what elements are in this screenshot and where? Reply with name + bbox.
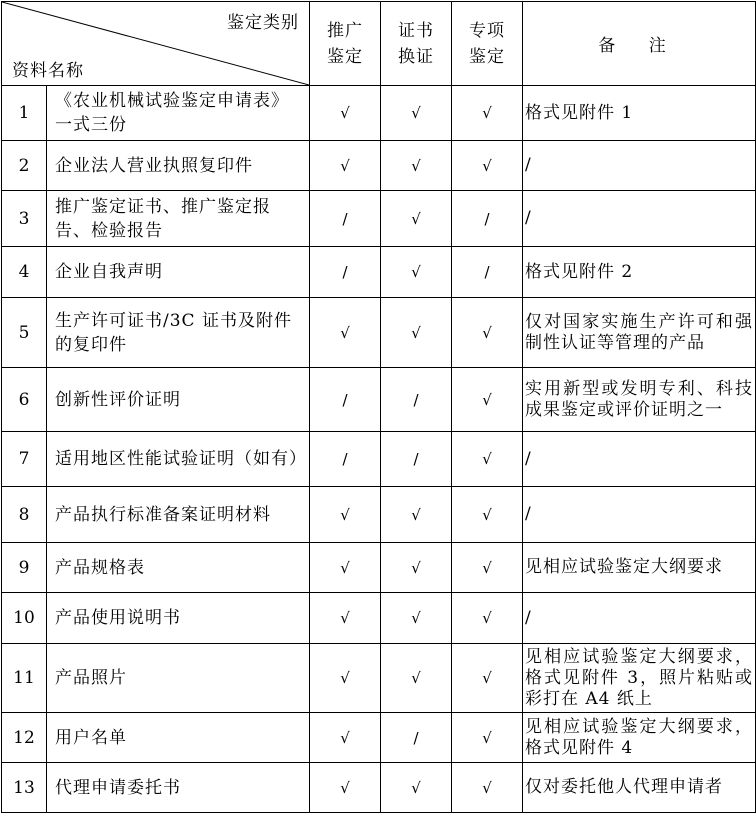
remark-cell: 格式见附件 2 bbox=[523, 247, 756, 298]
category-label: 鉴定类别 bbox=[227, 13, 299, 33]
row-number: 10 bbox=[2, 593, 47, 644]
mark-certificate-renewal: √ bbox=[381, 141, 452, 191]
material-name: 企业法人营业执照复印件 bbox=[47, 141, 310, 191]
mark-special: √ bbox=[452, 487, 523, 543]
column-header-remark bbox=[523, 2, 756, 86]
column-header-certificate-renewal bbox=[381, 2, 452, 86]
remark-cell: 见相应试验鉴定大纲要求 bbox=[523, 543, 756, 593]
mark-special: √ bbox=[452, 644, 523, 713]
mark-special: √ bbox=[452, 368, 523, 432]
material-name: 产品使用说明书 bbox=[47, 593, 310, 644]
mark-special: √ bbox=[452, 432, 523, 487]
mark-promotion: √ bbox=[310, 763, 381, 813]
table-row bbox=[2, 644, 756, 713]
mark-promotion: / bbox=[310, 247, 381, 298]
mark-promotion: √ bbox=[310, 543, 381, 593]
remark-cell: 仅对国家实施生产许可和强制性认证等管理的产品 bbox=[523, 298, 756, 368]
row-number: 11 bbox=[2, 644, 47, 713]
table-row bbox=[2, 368, 756, 432]
material-name: 产品规格表 bbox=[47, 543, 310, 593]
materials-table bbox=[1, 1, 756, 813]
material-name: 适用地区性能试验证明（如有） bbox=[47, 432, 310, 487]
column-header-promotion bbox=[310, 2, 381, 86]
row-number: 4 bbox=[2, 247, 47, 298]
material-name: 创新性评价证明 bbox=[47, 368, 310, 432]
mark-certificate-renewal: / bbox=[381, 713, 452, 763]
mark-special: / bbox=[452, 191, 523, 247]
column-header-special bbox=[452, 2, 523, 86]
header-row bbox=[2, 2, 756, 86]
remark-cell: 格式见附件 1 bbox=[523, 86, 756, 141]
mark-special: √ bbox=[452, 86, 523, 141]
material-name: 产品执行标准备案证明材料 bbox=[47, 487, 310, 543]
table-row bbox=[2, 593, 756, 644]
mark-promotion: √ bbox=[310, 86, 381, 141]
remark-cell: / bbox=[523, 141, 756, 191]
table-row bbox=[2, 713, 756, 763]
remark-cell: 仅对委托他人代理申请者 bbox=[523, 763, 756, 813]
mark-special: √ bbox=[452, 543, 523, 593]
mark-certificate-renewal: √ bbox=[381, 247, 452, 298]
row-number: 7 bbox=[2, 432, 47, 487]
row-number: 12 bbox=[2, 713, 47, 763]
row-number: 6 bbox=[2, 368, 47, 432]
mark-special: √ bbox=[452, 713, 523, 763]
row-number: 8 bbox=[2, 487, 47, 543]
column-header-label: 备 注 bbox=[598, 36, 680, 56]
remark-cell: / bbox=[523, 191, 756, 247]
row-number: 13 bbox=[2, 763, 47, 813]
row-number: 3 bbox=[2, 191, 47, 247]
table-row bbox=[2, 86, 756, 141]
mark-certificate-renewal: √ bbox=[381, 487, 452, 543]
table-row bbox=[2, 432, 756, 487]
material-name: 产品照片 bbox=[47, 644, 310, 713]
mark-promotion: √ bbox=[310, 593, 381, 644]
mark-promotion: / bbox=[310, 191, 381, 247]
column-header-label: 证书 换证 bbox=[398, 20, 434, 67]
material-name: 代理申请委托书 bbox=[47, 763, 310, 813]
material-name: 生产许可证书/3C 证书及附件的复印件 bbox=[47, 298, 310, 368]
mark-promotion: / bbox=[310, 432, 381, 487]
table-row bbox=[2, 487, 756, 543]
row-number: 9 bbox=[2, 543, 47, 593]
remark-cell: / bbox=[523, 487, 756, 543]
mark-promotion: √ bbox=[310, 141, 381, 191]
material-name: 企业自我声明 bbox=[47, 247, 310, 298]
mark-promotion: √ bbox=[310, 487, 381, 543]
mark-promotion: √ bbox=[310, 713, 381, 763]
material-label: 资料名称 bbox=[12, 61, 84, 81]
material-name: 推广鉴定证书、推广鉴定报告、检验报告 bbox=[47, 191, 310, 247]
table-row bbox=[2, 247, 756, 298]
mark-special: √ bbox=[452, 298, 523, 368]
table-row bbox=[2, 763, 756, 813]
mark-certificate-renewal: / bbox=[381, 432, 452, 487]
mark-certificate-renewal: √ bbox=[381, 593, 452, 644]
table-row bbox=[2, 141, 756, 191]
mark-certificate-renewal: √ bbox=[381, 543, 452, 593]
remark-cell: 见相应试验鉴定大纲要求，格式见附件 4 bbox=[523, 713, 756, 763]
mark-certificate-renewal: √ bbox=[381, 191, 452, 247]
table-row bbox=[2, 543, 756, 593]
row-number: 1 bbox=[2, 86, 47, 141]
mark-promotion: √ bbox=[310, 644, 381, 713]
remark-cell: / bbox=[523, 593, 756, 644]
column-header-label: 专项 鉴定 bbox=[469, 20, 505, 67]
mark-promotion: / bbox=[310, 368, 381, 432]
material-name: 用户名单 bbox=[47, 713, 310, 763]
remark-cell: / bbox=[523, 432, 756, 487]
mark-special: √ bbox=[452, 593, 523, 644]
row-number: 2 bbox=[2, 141, 47, 191]
mark-promotion: √ bbox=[310, 298, 381, 368]
mark-certificate-renewal: √ bbox=[381, 644, 452, 713]
diagonal-header-cell bbox=[2, 2, 310, 86]
material-name: 《农业机械试验鉴定申请表》一式三份 bbox=[47, 86, 310, 141]
table-row bbox=[2, 191, 756, 247]
column-header-label: 推广 鉴定 bbox=[327, 20, 363, 67]
row-number: 5 bbox=[2, 298, 47, 368]
remark-cell: 实用新型或发明专利、科技成果鉴定或评价证明之一 bbox=[523, 368, 756, 432]
mark-certificate-renewal: √ bbox=[381, 86, 452, 141]
mark-special: √ bbox=[452, 141, 523, 191]
mark-certificate-renewal: √ bbox=[381, 298, 452, 368]
mark-certificate-renewal: √ bbox=[381, 763, 452, 813]
table-row bbox=[2, 298, 756, 368]
mark-special: / bbox=[452, 247, 523, 298]
mark-certificate-renewal: / bbox=[381, 368, 452, 432]
mark-special: √ bbox=[452, 763, 523, 813]
remark-cell: 见相应试验鉴定大纲要求，格式见附件 3，照片粘贴或彩打在 A4 纸上 bbox=[523, 644, 756, 713]
